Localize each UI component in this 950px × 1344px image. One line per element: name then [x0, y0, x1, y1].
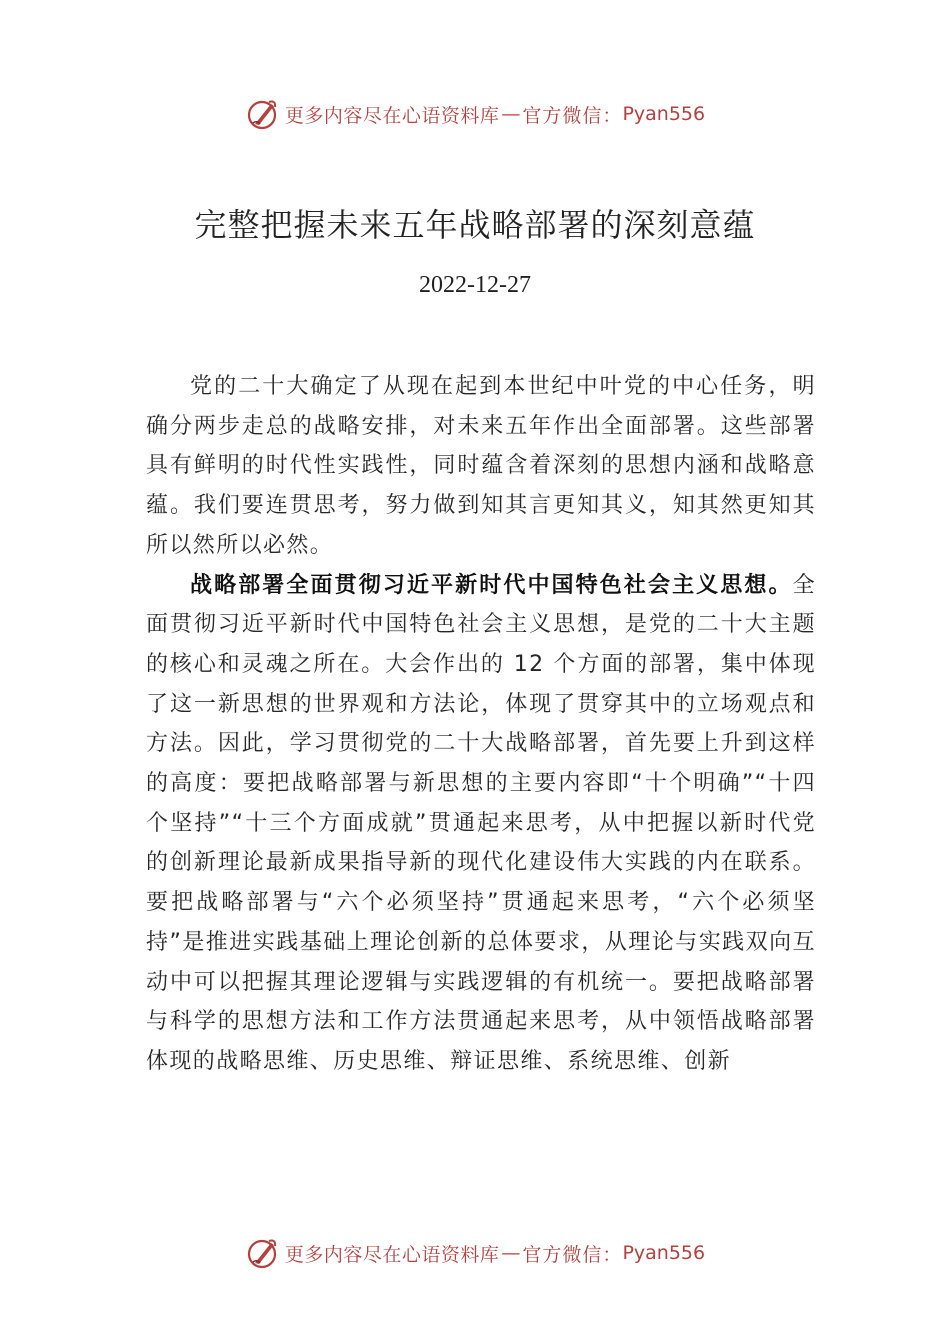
watermark-dash: — — [501, 103, 521, 125]
quill-pen-icon — [245, 1235, 281, 1271]
watermark-wechat-id: Pyan556 — [622, 1242, 706, 1264]
paragraph — [146, 566, 816, 1082]
article-body — [146, 367, 816, 1082]
watermark-text: 更多内容尽在心语资料库 — [284, 104, 500, 127]
watermark-dash: — — [501, 1242, 521, 1264]
header-watermark — [0, 94, 950, 134]
watermark-text: 更多内容尽在心语资料库 — [284, 1243, 500, 1266]
watermark-wechat-id: Pyan556 — [622, 103, 706, 125]
page-title: 完整把握未来五年战略部署的深刻意蕴 — [194, 206, 756, 244]
publish-date: 2022-12-27 — [419, 272, 531, 298]
paragraph-text: 党的二十大确定了从现在起到本世纪中叶党的中心任务，明确分两步走总的战略安排，对未来五年作出全面部署。这些部署具有鲜明的时代性实践性，同时蕴含着深刻的思想内涵和战略意蕴。我们要连贯思考，努力做到知其言更知其义，知其然更知其所以然所以必然。 — [146, 374, 816, 558]
footer-watermark — [0, 1233, 950, 1273]
paragraph — [146, 367, 816, 566]
watermark-wechat-label: 官方微信： — [522, 104, 623, 127]
paragraph-text: 全面贯彻习近平新时代中国特色社会主义思想，是党的二十大主题的核心和灵魂之所在。大会作出的 12 个方面的部署，集中体现了这一新思想的世界观和方法论，体现了贯穿其中的立场观点和方法。因此，学习贯彻党的二十大战略部署，首先要上升到这样的高度：要把战略部署与新思想的主要内容即“十个明确”“十四个坚持”“十三个方面成就”贯通起来思考，从中把握以新时代党的创新理论最新成果指导新的现代化建设伟大实践的内在联系。要把战略部署与“六个必须坚持”贯通起来思考，“六个必须坚持”是推进实践基础上理论创新的总体要求，从理论与实践双向互动中可以把握其理论逻辑与实践逻辑的有机统一。要把战略部署与科学的思想方法和工作方法贯通起来思考，从中领悟战略部署体现的战略思维、历史思维、辩证思维、系统思维、创新 — [146, 572, 816, 1074]
paragraph-lead: 战略部署全面贯彻习近平新时代中国特色社会主义思想。 — [190, 572, 793, 598]
quill-pen-icon — [245, 96, 281, 132]
watermark-wechat-label: 官方微信： — [522, 1243, 623, 1266]
